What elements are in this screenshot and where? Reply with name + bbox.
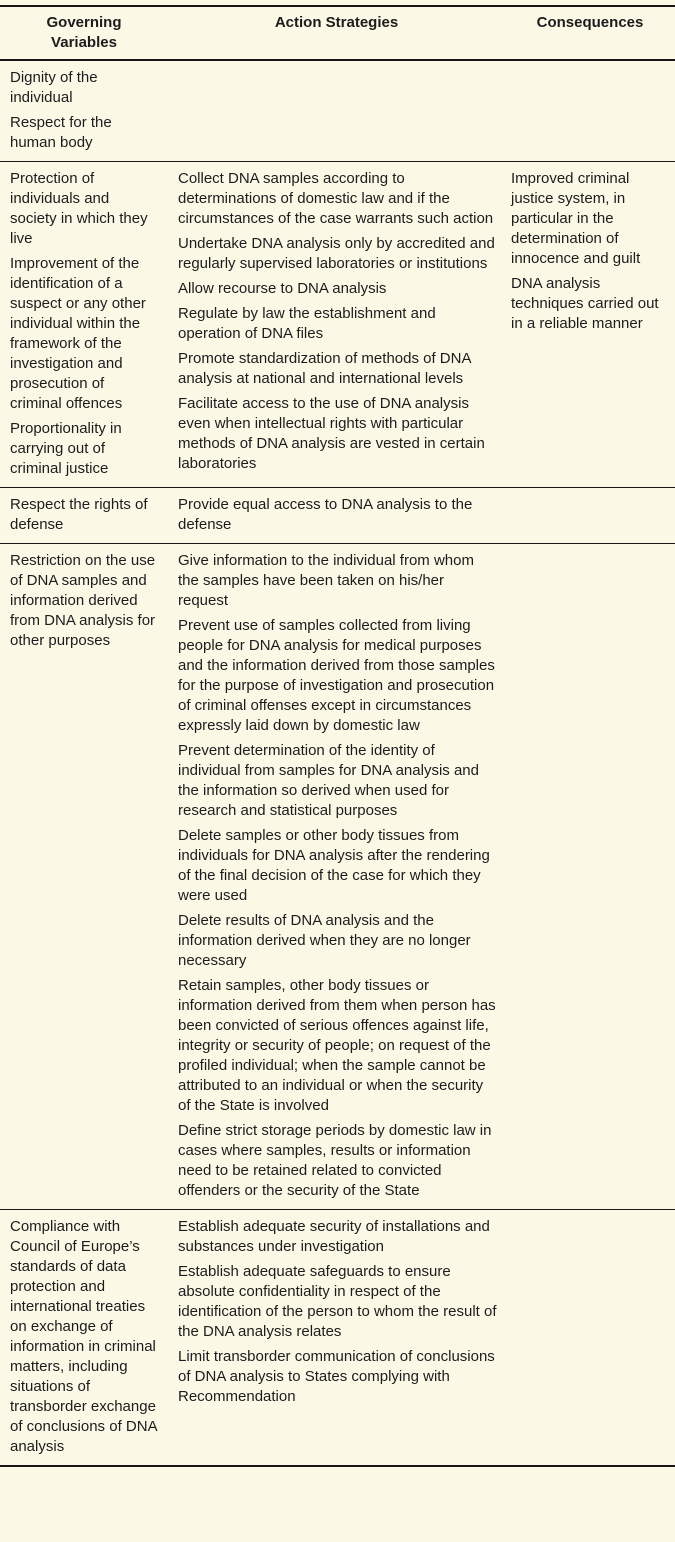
governing-item: Compliance with Council of Europe’s standards of data protection and international treaties on exchange of information in criminal matters, including situations of transborder exchange of conclusions of DNA analysis (10, 1218, 157, 1455)
cell-action-strategies (168, 61, 505, 76)
column-header-consequences (505, 7, 675, 39)
action-item: Facilitate access to the use of DNA analysis even when intellectual rights with particular methods of DNA analysis are vested in certain laboratories (178, 395, 485, 472)
governing-item: Protection of individuals and society in which they live (10, 170, 148, 247)
column-header-action-strategies (168, 7, 505, 39)
governing-item: Proportionality in carrying out of criminal justice (10, 420, 122, 477)
cell-action-strategies (168, 544, 505, 1209)
action-item: Undertake DNA analysis only by accredited and regularly supervised laboratories or institutions (178, 235, 495, 272)
cell-consequences (505, 61, 675, 76)
cell-action-strategies (168, 162, 505, 482)
cell-consequences (505, 1210, 675, 1225)
table-header-row (0, 7, 675, 60)
action-item: Define strict storage periods by domestic law in cases where samples, results or information need to be retained related to convicted offenders or the security of the State (178, 1122, 492, 1199)
table-row (0, 487, 675, 543)
table-row (0, 543, 675, 1209)
table-row (0, 161, 675, 487)
cell-consequences (505, 544, 675, 559)
cell-consequences (505, 488, 675, 503)
governing-item: Restriction on the use of DNA samples and information derived from DNA analysis for other purposes (10, 552, 156, 649)
cell-action-strategies (168, 1210, 505, 1415)
table-row (0, 60, 675, 161)
cell-action-strategies (168, 488, 505, 543)
governing-item: Improvement of the identification of a suspect or any other individual within the framework of the investigation and prosecution of criminal offences (10, 255, 146, 412)
governing-item: Dignity of the individual (10, 69, 98, 106)
column-header-governing-variables-label: Governing Variables (46, 14, 122, 51)
action-item: Establish adequate safeguards to ensure absolute confidentiality in respect of the identification of the person to whom the result of the DNA analysis relates (178, 1263, 497, 1340)
cell-consequences (505, 162, 675, 342)
action-item: Regulate by law the establishment and operation of DNA files (178, 305, 436, 342)
column-header-action-strategies-label: Action Strategies (274, 14, 399, 31)
action-item: Limit transborder communication of conclusions of DNA analysis to States complying with Recommendation (178, 1348, 495, 1405)
consequence-item: Improved criminal justice system, in particular in the determination of innocence and guilt (511, 170, 641, 267)
cell-governing-variables (0, 544, 168, 659)
cell-governing-variables (0, 1210, 168, 1465)
action-item: Prevent determination of the identity of individual from samples for DNA analysis and the information so derived when used for research and statistical purposes (178, 742, 479, 819)
action-item: Prevent use of samples collected from living people for DNA analysis for medical purposes and the information derived from those samples for the purpose of investigation and prosecution of criminal offenses except in circumstances expressly laid down by domestic law (178, 617, 495, 734)
column-header-consequences-label: Consequences (536, 14, 644, 31)
cell-governing-variables (0, 61, 168, 161)
cell-governing-variables (0, 488, 168, 543)
cell-governing-variables (0, 162, 168, 487)
action-item: Allow recourse to DNA analysis (178, 280, 387, 297)
action-item: Collect DNA samples according to determinations of domestic law and if the circumstances of the case warrants such action (178, 170, 494, 227)
action-item: Delete samples or other body tissues from individuals for DNA analysis after the rendering of the final decision of the case for which they were used (178, 827, 490, 904)
governing-item: Respect for the human body (10, 114, 112, 151)
action-item: Provide equal access to DNA analysis to the defense (178, 496, 473, 533)
action-item: Give information to the individual from whom the samples have been taken on his/her request (178, 552, 474, 609)
action-item: Establish adequate security of installations and substances under investigation (178, 1218, 490, 1255)
table-row (0, 1209, 675, 1465)
governing-item: Respect the rights of defense (10, 496, 148, 533)
action-item: Retain samples, other body tissues or information derived from them when person has been convicted of serious offences against life, integrity or security of people; on request of the profiled individual; when the sample cannot be attributed to an individual or when the security of the State is involved (178, 977, 496, 1114)
consequence-item: DNA analysis techniques carried out in a reliable manner (511, 275, 659, 332)
governing-variables-table (0, 5, 675, 1467)
action-item: Promote standardization of methods of DNA analysis at national and international levels (178, 350, 471, 387)
column-header-governing-variables (0, 7, 168, 59)
action-item: Delete results of DNA analysis and the information derived when they are no longer necessary (178, 912, 471, 969)
